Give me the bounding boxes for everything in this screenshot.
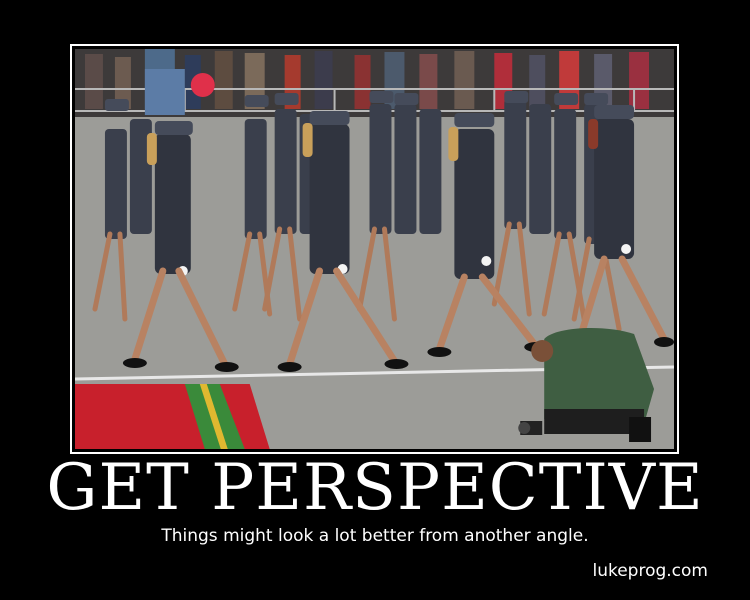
poster-subtitle: Things might look a lot better from another angle. bbox=[161, 526, 589, 546]
red-balloon bbox=[191, 73, 215, 97]
parade-photo bbox=[75, 49, 674, 449]
poster-title: GET PERSPECTIVE bbox=[46, 451, 704, 525]
poster-credit: lukeprog.com bbox=[592, 561, 708, 581]
poster-image-frame bbox=[70, 44, 679, 454]
crowd-cameraman bbox=[145, 69, 185, 115]
